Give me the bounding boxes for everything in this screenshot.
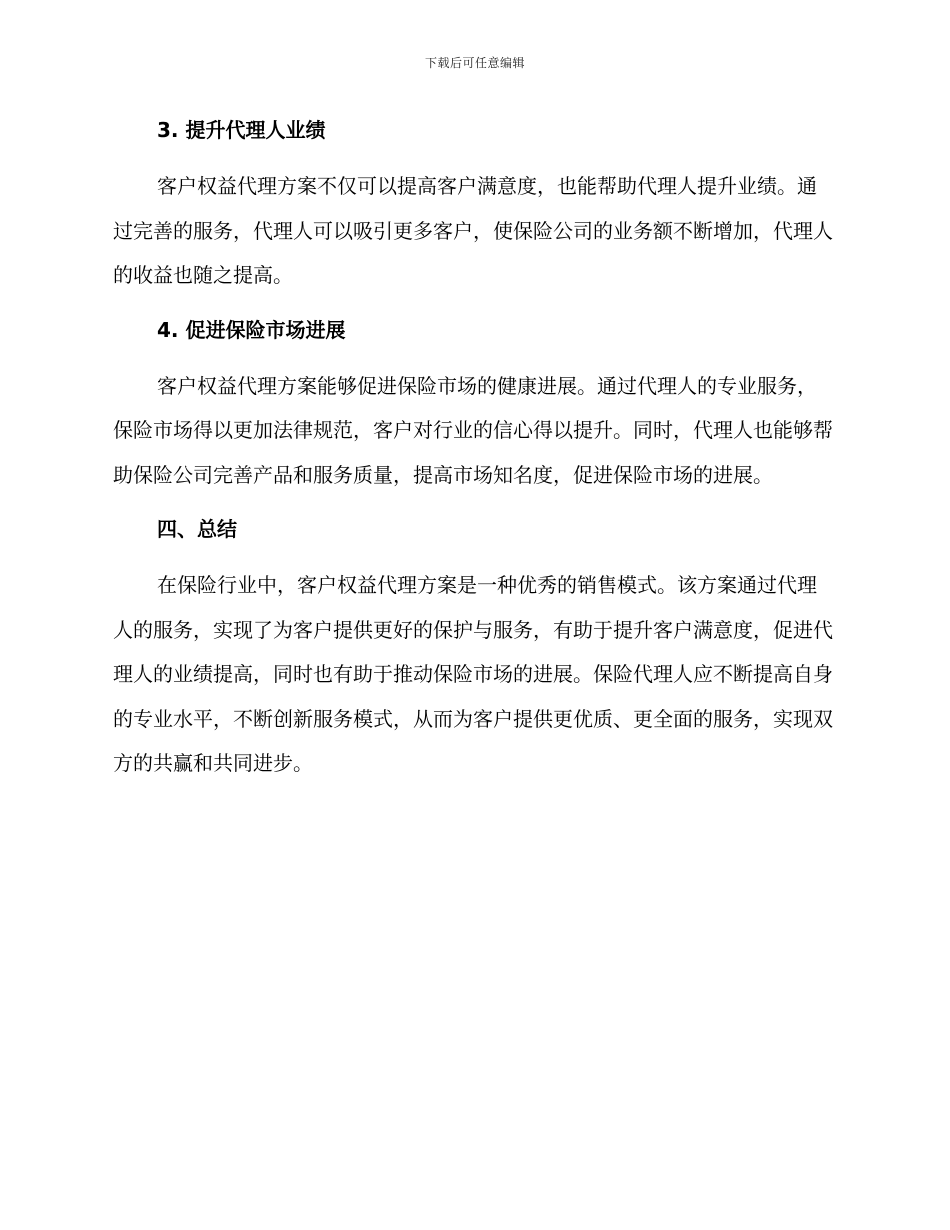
section-heading-4: 4. 促进保险市场进展 (157, 317, 346, 342)
summary-heading: 四、总结 (157, 517, 237, 541)
section-paragraph-4: 客户权益代理方案能够促进保险市场的健康进展。通过代理人的专业服务，保险市场得以更加法律规范，客户对行业的信心得以提升。同时，代理人也能够帮助保险公司完善产品和服务质量，提高市场知名度，促进保险市场的进展。 (113, 373, 833, 487)
page-header: 下载后可任意编辑 (424, 56, 525, 70)
section-paragraph-3: 客户权益代理方案不仅可以提高客户满意度，也能帮助代理人提升业绩。通过完善的服务，代理人可以吸引更多客户，使保险公司的业务额不断增加，代理人的收益也随之提高。 (113, 174, 833, 287)
summary-paragraph: 在保险行业中，客户权益代理方案是一种优秀的销售模式。该方案通过代理人的服务，实现了为客户提供更好的保护与服务，有助于提升客户满意度，促进代理人的业绩提高，同时也有助于推动保险市场的进展。保险代理人应不断提高自身的专业水平，不断创新服务模式，从而为客户提供更优质、更全面的服务，实现双方的共赢和共同进步。 (113, 573, 833, 775)
document-body (113, 108, 835, 796)
section-heading-3: 3. 提升代理人业绩 (157, 118, 326, 142)
